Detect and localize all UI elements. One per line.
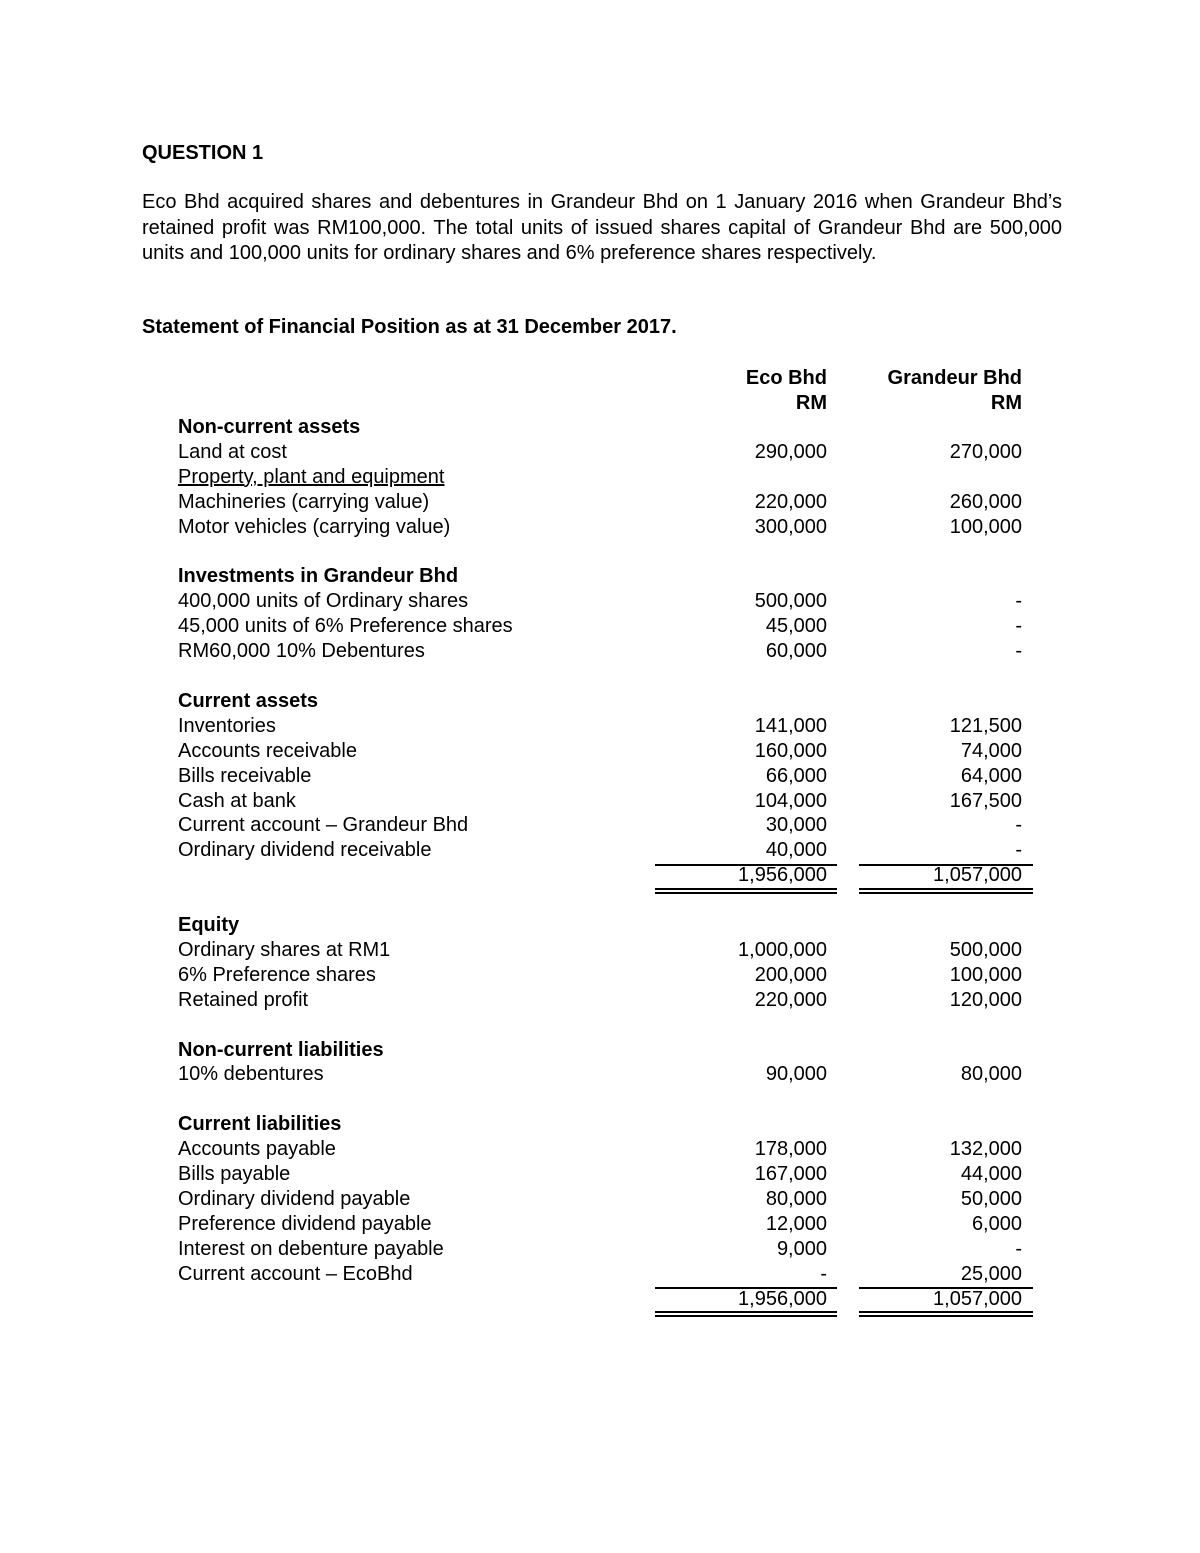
eco-value: 90,000 [765, 1063, 827, 1086]
table-row [0, 490, 1200, 515]
table-row [0, 614, 1200, 639]
eco-value: 160,000 [754, 739, 827, 762]
row-label: Ordinary shares at RM1 [178, 938, 391, 961]
question-intro-text: Eco Bhd acquired shares and debentures in Grandeur Bhd on 1 January 2016 when Grandeur Bhd’s retained profit was RM100,000. The total units of issued shares capital of Grandeur Bhd are 500,000 units and 100,000 units for ordinary shares and 6% preference shares respectively. [142, 191, 1062, 264]
grandeur-value: 44,000 [960, 1163, 1022, 1185]
total-double-rule [655, 1311, 837, 1313]
row-label: Current assets [178, 689, 319, 712]
table-row [0, 1212, 1200, 1237]
column-header-grandeur-unit: RM [990, 391, 1022, 414]
eco-value: 300,000 [754, 515, 827, 538]
eco-value: 45,000 [765, 615, 827, 638]
eco-value: 40,000 [765, 839, 827, 862]
column-header-eco-unit: RM [795, 391, 827, 414]
row-label: Current account – EcoBhd [178, 1262, 413, 1285]
row-label: Accounts receivable [178, 739, 357, 762]
section-heading [0, 1112, 1200, 1137]
grandeur-value: 6,000 [971, 1212, 1022, 1235]
eco-value: 12,000 [765, 1212, 827, 1235]
row-label: Investments in Grandeur Bhd [178, 565, 459, 588]
grandeur-value: - [1015, 814, 1022, 837]
grandeur-value: 270,000 [949, 440, 1022, 463]
table-row [0, 813, 1200, 838]
grandeur-value: - [1015, 590, 1022, 613]
total-row [0, 1287, 1200, 1312]
table-row [0, 540, 1200, 565]
grandeur-value: - [1015, 1237, 1022, 1260]
table-row [0, 465, 1200, 490]
table-row [0, 1137, 1200, 1162]
grandeur-value: - [1015, 839, 1022, 862]
statement-title: Statement of Financial Position as at 31 December 2017. [142, 316, 677, 338]
row-label: Equity [178, 914, 240, 936]
eco-value: 141,000 [754, 714, 827, 737]
row-label: Inventories [178, 714, 276, 737]
grandeur-value: 1,057,000 [933, 1287, 1022, 1310]
table-row [0, 714, 1200, 739]
eco-value: 104,000 [754, 789, 827, 812]
grandeur-value: 132,000 [949, 1138, 1022, 1161]
grandeur-value: 80,000 [960, 1063, 1022, 1086]
row-label: Retained profit [178, 988, 309, 1011]
table-row [0, 440, 1200, 465]
row-label: Current liabilities [178, 1113, 342, 1136]
table-row [0, 639, 1200, 664]
table-row [0, 1237, 1200, 1262]
table-row [0, 1062, 1200, 1087]
row-label: Non-current liabilities [178, 1038, 384, 1061]
column-header-grandeur-name: Grandeur Bhd [887, 367, 1022, 389]
table-row [0, 1187, 1200, 1212]
row-label: Accounts payable [178, 1138, 336, 1161]
row-label: Machineries (carrying value) [178, 490, 430, 513]
grandeur-value: 100,000 [949, 963, 1022, 986]
subtotal-rule [859, 1287, 1033, 1289]
subtotal-rule [859, 864, 1033, 866]
table-row [0, 664, 1200, 689]
table-row [0, 888, 1200, 913]
subtotal-rule [655, 864, 837, 866]
eco-value: 66,000 [765, 764, 827, 787]
eco-value: 80,000 [765, 1187, 827, 1210]
table-row [0, 1013, 1200, 1038]
grandeur-value: 120,000 [949, 988, 1022, 1011]
column-header-grandeur [860, 366, 1022, 415]
row-label: Interest on debenture payable [178, 1237, 444, 1260]
table-row [0, 589, 1200, 614]
section-heading [0, 564, 1200, 589]
row-label: Bills payable [178, 1163, 291, 1185]
grandeur-value: 25,000 [960, 1262, 1022, 1285]
eco-value: 1,000,000 [738, 938, 827, 961]
grandeur-value: 500,000 [949, 938, 1022, 961]
grandeur-value: 74,000 [960, 739, 1022, 762]
row-label: 400,000 units of Ordinary shares [178, 590, 469, 613]
column-header-eco [660, 366, 827, 415]
table-row [0, 963, 1200, 988]
grandeur-value: 50,000 [960, 1187, 1022, 1210]
grandeur-value: - [1015, 615, 1022, 638]
row-label: Motor vehicles (carrying value) [178, 515, 451, 538]
eco-value: 9,000 [776, 1237, 827, 1260]
grandeur-value: - [1015, 640, 1022, 663]
grandeur-value: 100,000 [949, 515, 1022, 538]
grandeur-value: 1,057,000 [933, 864, 1022, 887]
table-row [0, 838, 1200, 863]
eco-value: 1,956,000 [738, 864, 827, 887]
grandeur-value: 64,000 [960, 764, 1022, 787]
eco-value: - [820, 1262, 827, 1285]
table-row [0, 1087, 1200, 1112]
table-row [0, 938, 1200, 963]
grandeur-value: 167,500 [949, 789, 1022, 812]
section-heading [0, 1038, 1200, 1063]
subtotal-rule [655, 1287, 837, 1289]
total-double-rule [859, 1315, 1033, 1317]
row-label: Land at cost [178, 440, 287, 463]
table-row [0, 739, 1200, 764]
table-row [0, 1162, 1200, 1187]
section-heading [0, 689, 1200, 714]
row-label: Preference dividend payable [178, 1212, 432, 1235]
table-row [0, 1262, 1200, 1287]
table-row [0, 764, 1200, 789]
section-heading [0, 415, 1200, 440]
question-title: QUESTION 1 [142, 142, 264, 164]
total-row [0, 863, 1200, 888]
row-label: Ordinary dividend receivable [178, 839, 432, 862]
eco-value: 290,000 [754, 440, 827, 463]
row-label: Current account – Grandeur Bhd [178, 814, 469, 837]
row-label: Cash at bank [178, 789, 296, 812]
row-label: Property, plant and equipment [178, 465, 445, 488]
row-label: Non-current assets [178, 416, 361, 438]
eco-value: 500,000 [754, 590, 827, 613]
column-header-eco-name: Eco Bhd [745, 367, 827, 389]
total-double-rule [859, 1311, 1033, 1313]
row-label: Bills receivable [178, 764, 312, 787]
row-label: RM60,000 10% Debentures [178, 640, 425, 663]
eco-value: 220,000 [754, 490, 827, 513]
row-label: 45,000 units of 6% Preference shares [178, 615, 513, 638]
section-heading [0, 913, 1200, 938]
table-row [0, 789, 1200, 814]
row-label: 6% Preference shares [178, 963, 376, 986]
eco-value: 220,000 [754, 988, 827, 1011]
eco-value: 30,000 [765, 814, 827, 837]
table-row [0, 988, 1200, 1013]
grandeur-value: 121,500 [949, 714, 1022, 737]
table-row [0, 515, 1200, 540]
eco-value: 167,000 [754, 1163, 827, 1185]
eco-value: 1,956,000 [738, 1287, 827, 1310]
row-label: Ordinary dividend payable [178, 1187, 411, 1210]
total-double-rule [655, 1315, 837, 1317]
eco-value: 200,000 [754, 963, 827, 986]
grandeur-value: 260,000 [949, 490, 1022, 513]
row-label: 10% debentures [178, 1063, 324, 1086]
eco-value: 178,000 [754, 1138, 827, 1161]
eco-value: 60,000 [765, 640, 827, 663]
